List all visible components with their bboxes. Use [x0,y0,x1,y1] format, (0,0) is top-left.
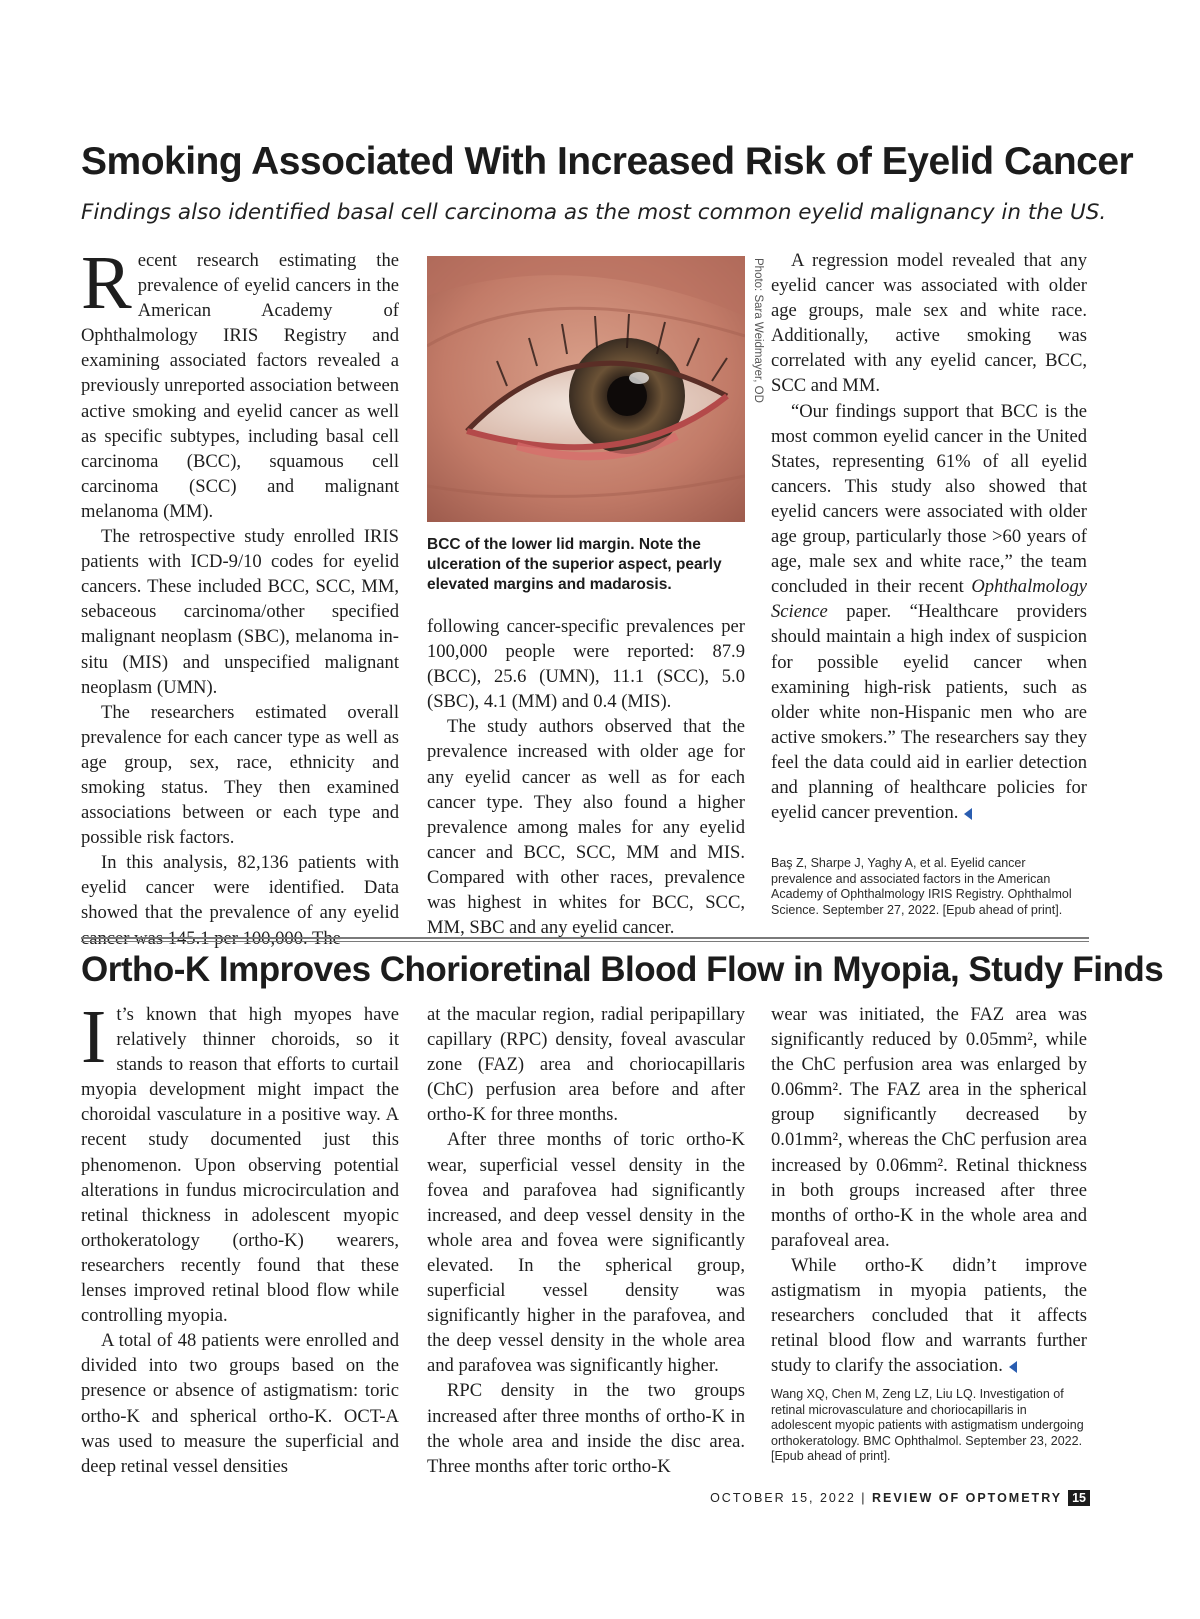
paragraph: at the macular region, radial peripapillary capillary (RPC) density, foveal avascular zone (FAZ) area and choriocapillaris (ChC) perfusion area before and after ortho-K for three months. [427,1004,745,1126]
article1-column-1 [81,241,399,951]
paragraph-text: While ortho-K didn’t improve astigmatism in myopia patients, the researchers concluded that it affects retinal blood flow and warrants further study to clarify the association. [771,1254,1087,1377]
article1-deck: Findings also identified basal cell carcinoma as the most common eyelid malignancy in the US. [81,200,1107,225]
article1-column-3 [771,248,1087,825]
article1-headline: Smoking Associated With Increased Risk of Eyelid Cancer [81,140,1134,183]
article2-reference: Wang XQ, Chen M, Zeng LZ, Liu LQ. Investigation of retinal microvasculature and choriocapillaris in adolescent myopic patients with astigmatism undergoing orthokeratology. BMC Ophthalmol. September 23, 2022. [Epub ahead of print]. [771,1387,1084,1463]
paragraph-text: “Our findings support that BCC is the most common eyelid cancer in the United States, representing 61% of all eyelid cancers. This study also showed that eyelid cancers were associated with older age group, particularly those >60 years of age, male sex and white race,” the team concluded in their recent [771,400,1087,598]
article2-column-3 [771,1002,1087,1378]
paragraph: wear was initiated, the FAZ area was significantly reduced by 0.05mm², while the ChC perfusion area was enlarged by 0.06mm². The FAZ area in the spherical group significantly decreased by 0.01mm², whereas the ChC perfusion area increased by 0.06mm². Retinal thickness in both groups increased after three months of ortho-K in the whole area and parafoveal area. [771,1004,1087,1251]
paragraph: ecent research estimating the prevalence of eyelid cancers in the American Academy of Ophthalmology IRIS Registry and examining associated factors revealed a previously unreported association between active smoking and eyelid cancer as well as specific subtypes, including basal cell carcinoma (BCC), squamous cell carcinoma (SCC) and malignant melanoma (MM). [81,250,399,522]
footer-date: OCTOBER 15, 2022 | [710,1491,872,1505]
page-footer [710,1490,1090,1506]
end-mark-icon [1009,1361,1017,1373]
article2-column-1 [81,995,399,1479]
paragraph: The retrospective study enrolled IRIS patients with ICD-9/10 codes for eyelid cancers. These included BCC, SCC, MM, sebaceous carcinoma/other specified malignant neoplasm (SBC), melanoma in-situ (MIS) and unspecified malignant neoplasm (UMN). [81,526,399,698]
dropcap: I [81,995,107,1079]
page-number: 15 [1068,1490,1090,1506]
paragraph: After three months of toric ortho-K wear, superficial vessel density in the fovea and parafovea had significantly increased, and deep vessel density in the whole area and fovea were significantly elevated. In the spherical group, superficial vessel density was significantly higher in the parafovea, and the deep vessel density in the whole area and parafovea was significantly higher. [427,1129,745,1377]
photo-credit: Photo: Sara Weidmayer, OD [752,258,764,403]
eye-illustration [427,256,745,522]
dropcap: R [81,241,132,325]
article1-reference: Baş Z, Sharpe J, Yaghy A, et al. Eyelid cancer prevalence and associated factors in the American Academy of Ophthalmology IRIS Registry. Ophthalmol Science. September 27, 2022. [Epub ahead of print]. [771,856,1072,917]
paragraph-text: paper. “Healthcare providers should maintain a high index of suspicion for possible eyelid cancer when examining high-risk patients, such as older white non-Hispanic men who are active smokers.” The researchers say they feel the data could aid in earlier detection and planning of healthcare policies for eyelid cancer prevention. [771,601,1087,824]
journal-name: Ophthalmology Science [771,576,1087,623]
paragraph: The study authors observed that the prevalence increased with older age for any eyelid cancer as well as for each cancer type. They also found a higher prevalence among males for any eyelid cancer and BCC, SCC, MM and MIS. Compared with other races, prevalence was highest in whites for BCC, SCC, MM, SBC and any eyelid cancer. [427,716,745,939]
end-mark-icon [964,808,972,820]
section-divider [81,937,1089,942]
footer-publication: REVIEW OF OPTOMETRY [872,1491,1063,1505]
photo-caption: BCC of the lower lid margin. Note the ulceration of the superior aspect, pearly elevated margins and madarosis. [427,536,722,593]
eye-photo [427,256,745,522]
article2-column-2 [427,1002,745,1479]
paragraph: following cancer-specific prevalences per 100,000 people were reported: 87.9 (BCC), 25.6 (UMN), 11.1 (SCC), 5.0 (SBC), 4.1 (MM) and 0.4 (MIS). [427,616,745,713]
paragraph: t’s known that high myopes have relatively thinner choroids, so it stands to reason that efforts to curtail myopia development might impact the choroidal vasculature in a positive way. A recent study documented just this phenomenon. Upon observing potential alterations in fundus microcirculation and retinal thickness in adolescent myopic orthokeratology (ortho-K) wearers, researchers recently found that these lenses improved retinal blood flow while controlling myopia. [81,1004,399,1327]
paragraph: A total of 48 patients were enrolled and divided into two groups based on the presence or absence of astigmatism: toric ortho-K and spherical ortho-K. OCT-A was used to measure the superficial and deep retinal vessel densities [81,1330,399,1477]
paragraph: The researchers estimated overall prevalence for each cancer type as well as age group, sex, race, ethnicity and smoking status. They then examined associations between or each type and possible risk factors. [81,701,399,849]
paragraph: In this analysis, 82,136 patients with eyelid cancer were identified. Data showed that the prevalence of any eyelid cancer was 145.1 per 100,000. The [81,852,399,949]
article1-column-2 [427,614,745,940]
paragraph: RPC density in the two groups increased after three months of ortho-K in the whole area and inside the disc area. Three months after toric ortho-K [427,1380,745,1477]
paragraph: A regression model revealed that any eyelid cancer was associated with older age groups, male sex and white race. Additionally, active smoking was correlated with any eyelid cancer, BCC, SCC and MM. [771,250,1087,397]
article2-headline: Ortho-K Improves Chorioretinal Blood Flow in Myopia, Study Finds [81,950,1164,989]
